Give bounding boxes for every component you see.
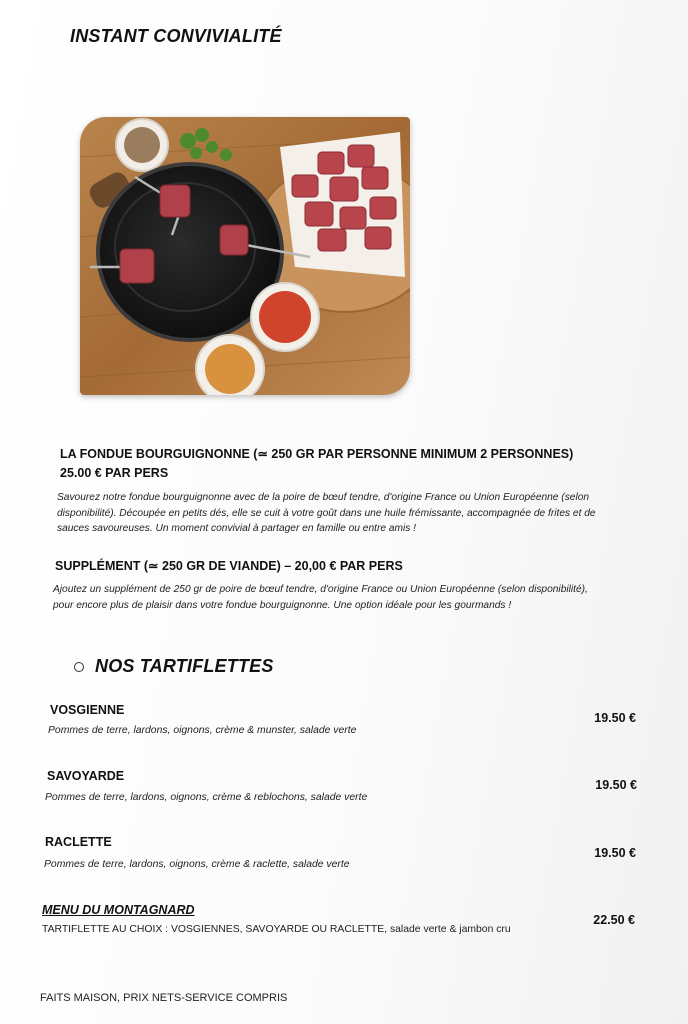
fondue-price: 25.00 € PAR PERS xyxy=(60,466,169,480)
supplement-desc-line: Ajoutez un supplément de 250 gr de poire de bœuf tendre, d'origine France ou Union Européenne (selon disponibilité), xyxy=(53,584,588,595)
fondue-desc-line: disponibilité). Découpée en petits dés, elle se cuit à votre goût dans une huile frémissante, accompagnée de frites et de xyxy=(57,507,596,519)
fondue-desc-line: sauces savoureuses. Un moment convivial à partager en famille ou entre amis ! xyxy=(57,523,416,534)
tartiflette-desc: Pommes de terre, lardons, oignons, crème & reblochons, salade verte xyxy=(45,792,368,803)
menu-montagnard-desc: TARTIFLETTE AU CHOIX : VOSGIENNES, SAVOYARDE OU RACLETTE, salade verte & jambon cru xyxy=(42,924,511,935)
tartiflette-name: RACLETTE xyxy=(45,835,112,849)
footer-note: FAITS MAISON, PRIX NETS-SERVICE COMPRIS xyxy=(40,992,288,1004)
bullet-circle-icon xyxy=(74,662,84,672)
fondue-desc-line: Savourez notre fondue bourguignonne avec de la poire de bœuf tendre, d'origine France ou Union Européenne (selon xyxy=(57,492,590,503)
fondue-description xyxy=(57,490,596,537)
section-title-convivialite: INSTANT CONVIVIALITÉ xyxy=(70,26,282,46)
tartiflette-name: VOSGIENNE xyxy=(50,703,125,717)
section-title-tartiflettes: NOS TARTIFLETTES xyxy=(95,656,274,676)
supplement-desc-line: pour encore plus de plaisir dans votre fondue bourguignonne. Une option idéale pour les gourmands ! xyxy=(53,599,512,611)
tartiflette-desc: Pommes de terre, lardons, oignons, crème & raclette, salade verte xyxy=(44,859,350,870)
menu-montagnard-price: 22.50 € xyxy=(593,913,635,927)
tartiflette-price: 19.50 € xyxy=(594,846,636,860)
fondue-bourguignonne-photo xyxy=(80,117,410,395)
tartiflette-price: 19.50 € xyxy=(595,778,637,792)
tartiflette-desc: Pommes de terre, lardons, oignons, crème & munster, salade verte xyxy=(48,725,357,736)
tartiflette-name: SAVOYARDE xyxy=(47,769,125,783)
fondue-title: LA FONDUE BOURGUIGNONNE (≃ 250 GR PAR PERSONNE MINIMUM 2 PERSONNES) xyxy=(60,447,574,461)
supplement-description xyxy=(53,582,588,613)
tartiflette-price: 19.50 € xyxy=(594,711,636,725)
supplement-title: SUPPLÉMENT (≃ 250 GR DE VIANDE) – 20,00 € PAR PERS xyxy=(55,559,403,573)
menu-montagnard-title: MENU DU MONTAGNARD xyxy=(42,903,195,917)
